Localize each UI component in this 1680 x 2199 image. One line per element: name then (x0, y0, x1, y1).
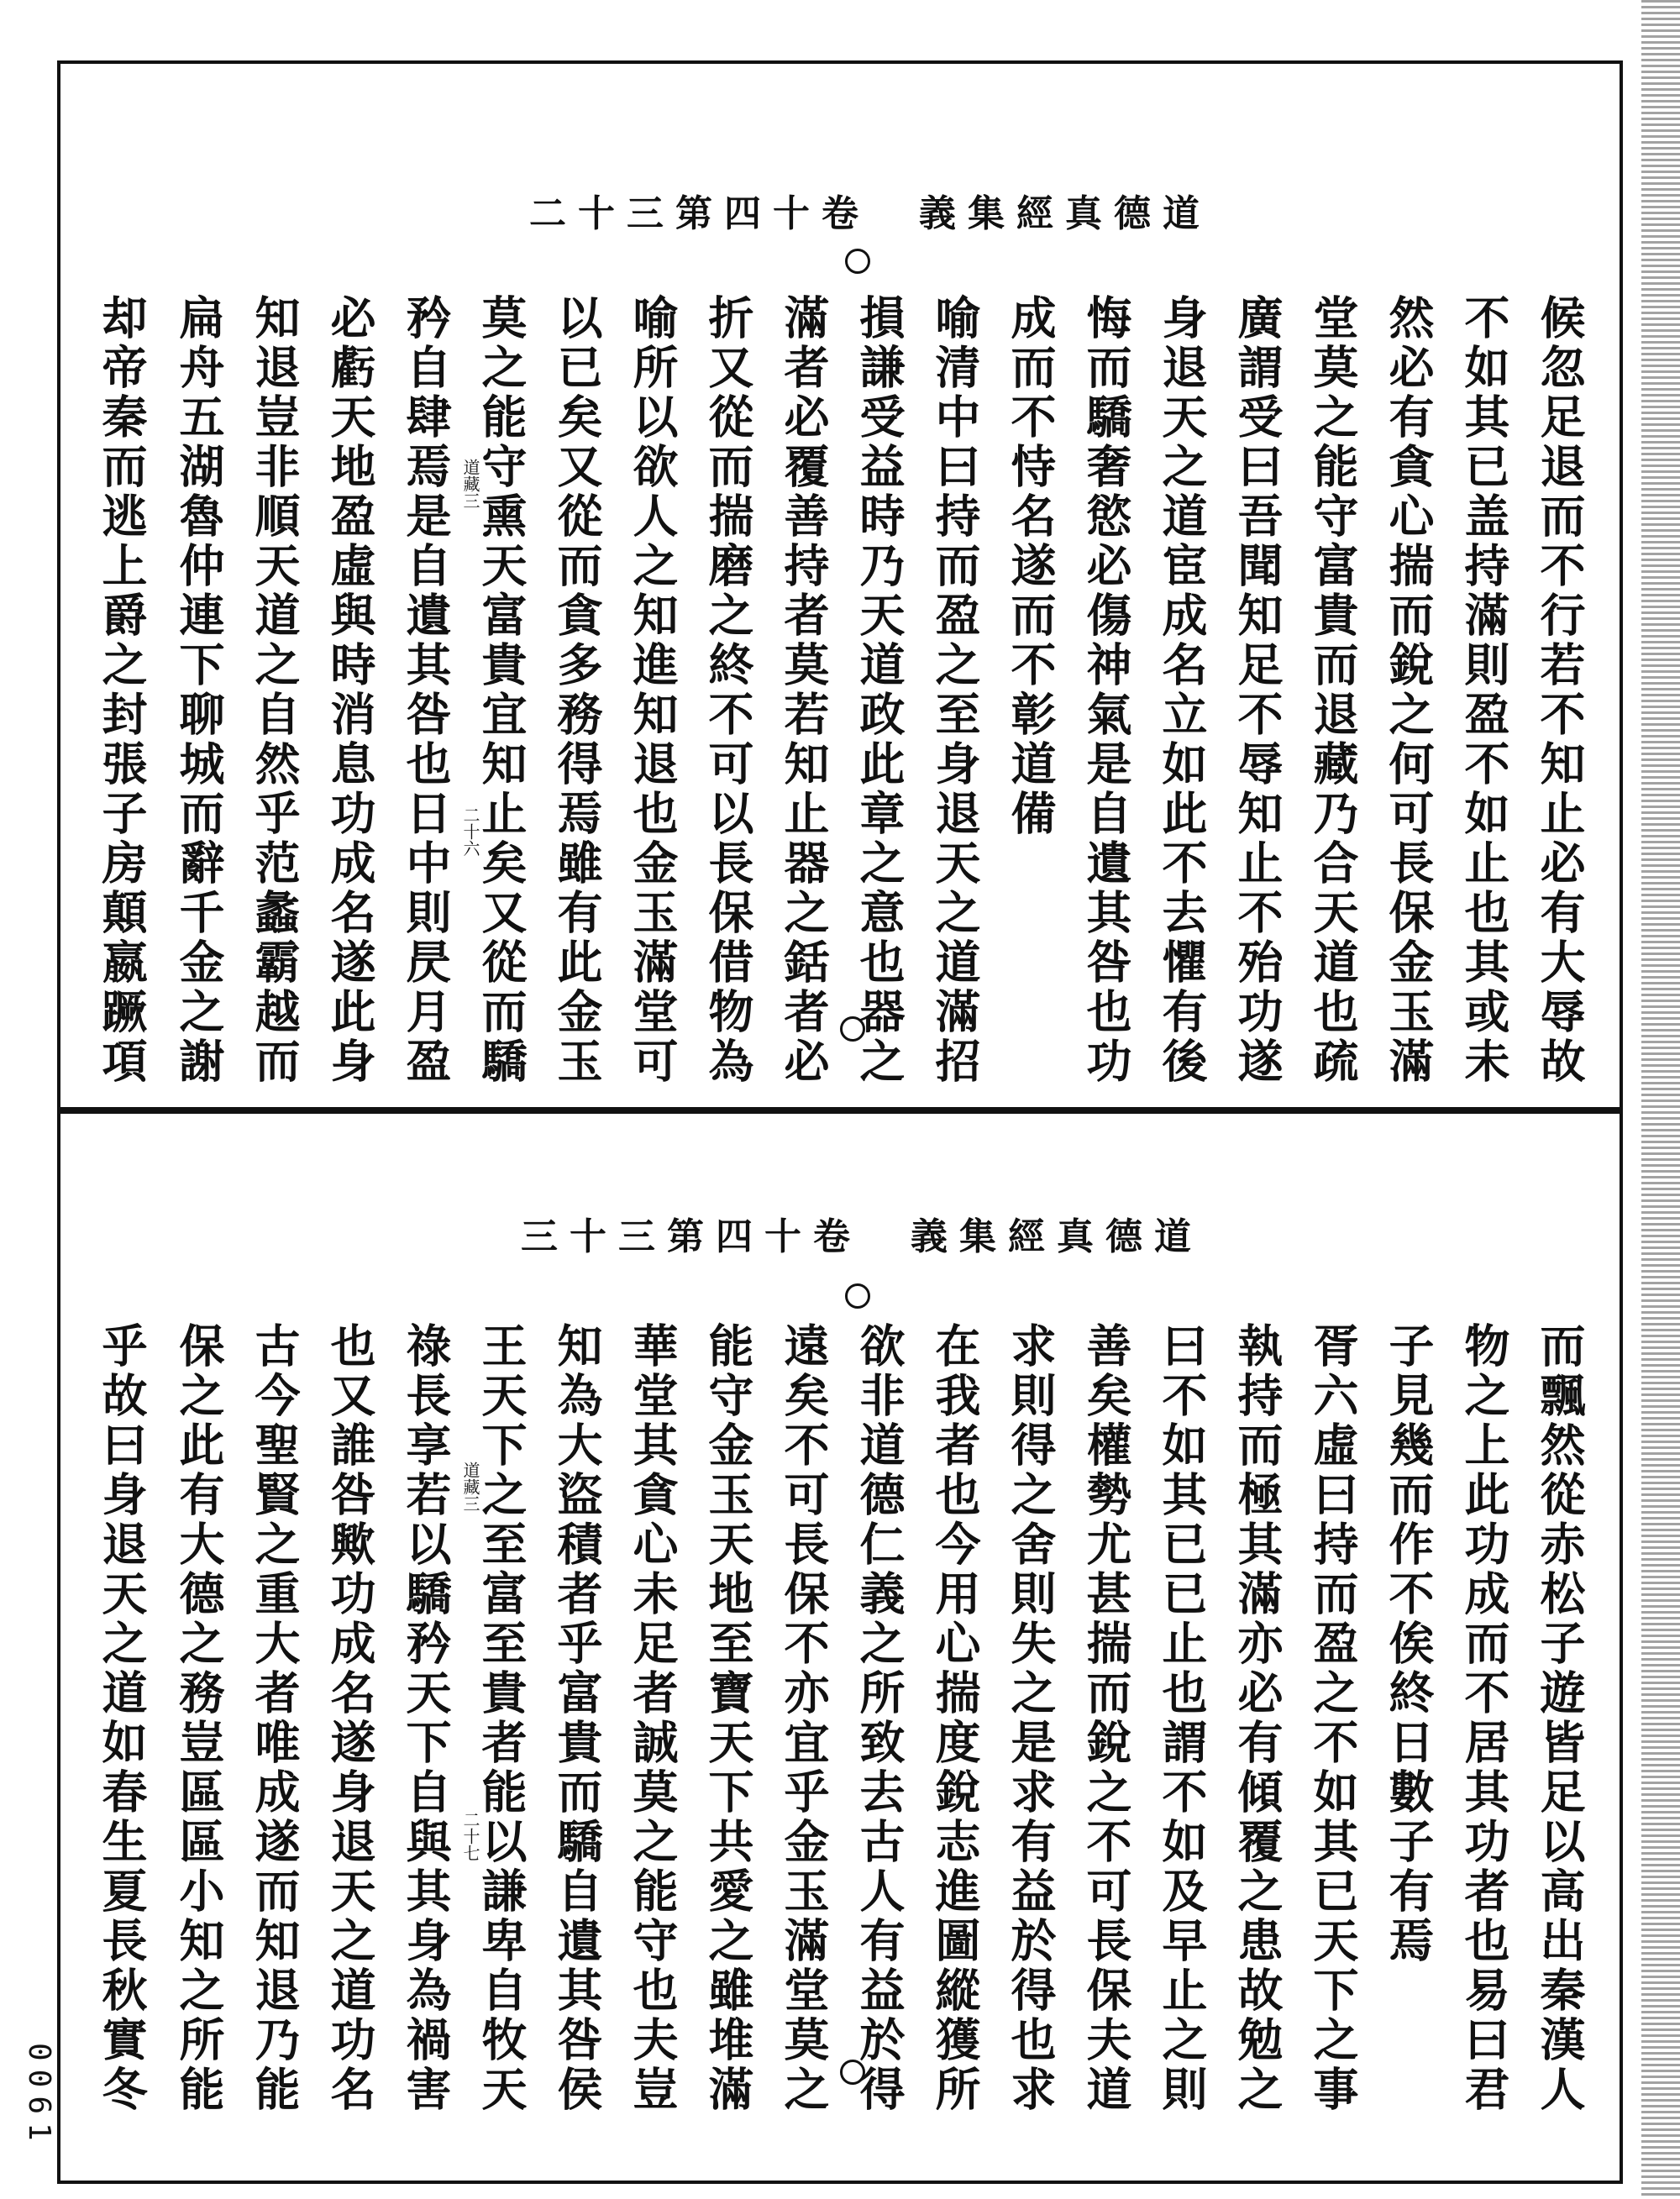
bottom-column: 知為大盜積者乎富貴而驕自遺其咎侯 (550, 1322, 604, 2115)
top-column: 身退天之道宦成名立如此不去懼有後 (1155, 294, 1209, 1087)
top-column: 知退豈非順天道之自然乎范蠡霸越而 (248, 294, 302, 1087)
bottom-column: 求則得之舍則失之是求有益於得也求 (1004, 1322, 1058, 2115)
top-column: 候忽足退而不行若不知止必有大辱故 (1533, 294, 1587, 1087)
bottom-column: 遠矣不可長保不亦宜乎金玉滿堂莫之 (777, 1322, 831, 2115)
top-column: 必虧天地盈虛與時消息功成名遂此身 (323, 294, 377, 1087)
bottom-column: 子見幾而作不俟終日數子有焉 (1382, 1322, 1436, 1966)
top-margin-note-collection: 道藏三 (460, 459, 480, 509)
bottom-column: 胥六虛曰持而盈之不如其已天下之事 (1306, 1322, 1360, 2115)
bottom-margin-note-folio: 二十七 (460, 1811, 480, 1861)
bottom-circle-mark-upper (845, 1283, 870, 1309)
top-column: 喻清中曰持而盈之至身退天之道滿招 (928, 294, 982, 1087)
bottom-column: 物之上此功成而不居其功者也易曰君 (1457, 1322, 1511, 2115)
top-column: 以已矣又從而貪多務得焉雖有此金玉 (550, 294, 604, 1087)
bottom-column: 而飄然從赤松子遊皆足以高出秦漢人 (1533, 1322, 1587, 2115)
top-margin-note-folio: 二十六 (460, 806, 480, 857)
top-column: 廣謂受曰吾聞知足不辱知止不殆功遂 (1231, 294, 1284, 1087)
top-column: 滿者必覆善持者莫若知止器之銛者必 (777, 294, 831, 1087)
top-column: 扁舟五湖魯仲連下聊城而辭千金之謝 (172, 294, 226, 1087)
bottom-column: 在我者也今用心揣度銳志進圖縱獲所 (928, 1322, 982, 2115)
bottom-column: 執持而極其滿亦必有傾覆之患故勉之 (1231, 1322, 1284, 2115)
top-column: 折又從而揣磨之終不可以長保借物為 (701, 294, 755, 1087)
page-edge-texture (1641, 0, 1680, 2199)
top-column: 堂莫之能守富貴而退藏乃合天道也疏 (1306, 294, 1360, 1087)
bottom-column: 祿長享若以驕矜天下自與其身為禍害 (399, 1322, 453, 2115)
top-column: 莫之能守熏天富貴宜知止矣又從而驕 (475, 294, 528, 1087)
bottom-margin-note-collection: 道藏三 (460, 1462, 480, 1512)
top-column: 矜自肆焉是自遺其咎也日中則昃月盈 (399, 294, 453, 1087)
bottom-column: 善矣權勢尤甚揣而銳之不可長保夫道 (1079, 1322, 1133, 2115)
top-column: 成而不恃名遂而不彰道備 (1004, 294, 1058, 839)
top-column: 不如其已盖持滿則盈不如止也其或未 (1457, 294, 1511, 1087)
bottom-column: 華堂其貪心未足者誠莫之能守也夫豈 (626, 1322, 680, 2115)
top-header: 道德真經集義 卷十四第三十二 (529, 192, 1211, 235)
bottom-column: 保之此有大德之務豈區區小知之所能 (172, 1322, 226, 2115)
bottom-column: 曰不如其已已止也謂不如及早止之則 (1155, 1322, 1209, 2115)
bottom-column: 欲非道德仁義之所致去古人有益於得 (853, 1322, 906, 2115)
top-column: 喻所以欲人之知進知退也金玉滿堂可 (626, 294, 680, 1087)
bottom-column: 也又誰咎歟功成名遂身退天之道功名 (323, 1322, 377, 2115)
top-column: 却帝秦而逃上爵之封張子房顛嬴蹶項 (95, 294, 149, 1087)
bottom-column: 王天下之至富至貴者能以謙卑自牧天 (475, 1322, 528, 2115)
top-column: 悔而驕奢慾必傷神氣是自遺其咎也功 (1079, 294, 1133, 1087)
bottom-column: 能守金玉天地至寶天下共愛之雖堆滿 (701, 1322, 755, 2115)
bottom-header: 道德真經集義 卷十四第三十三 (521, 1215, 1203, 1258)
top-circle-mark-upper (845, 249, 870, 274)
top-column: 損謙受益時乃天道政此章之意也器之 (853, 294, 906, 1087)
page-number: 0061 (22, 2043, 56, 2149)
top-column: 然必有貪心揣而銳之何可長保金玉滿 (1382, 294, 1436, 1087)
bottom-column: 古今聖賢之重大者唯成遂而知退乃能 (248, 1322, 302, 2115)
bottom-column: 乎故曰身退天之道如春生夏長秋實冬 (95, 1322, 149, 2115)
